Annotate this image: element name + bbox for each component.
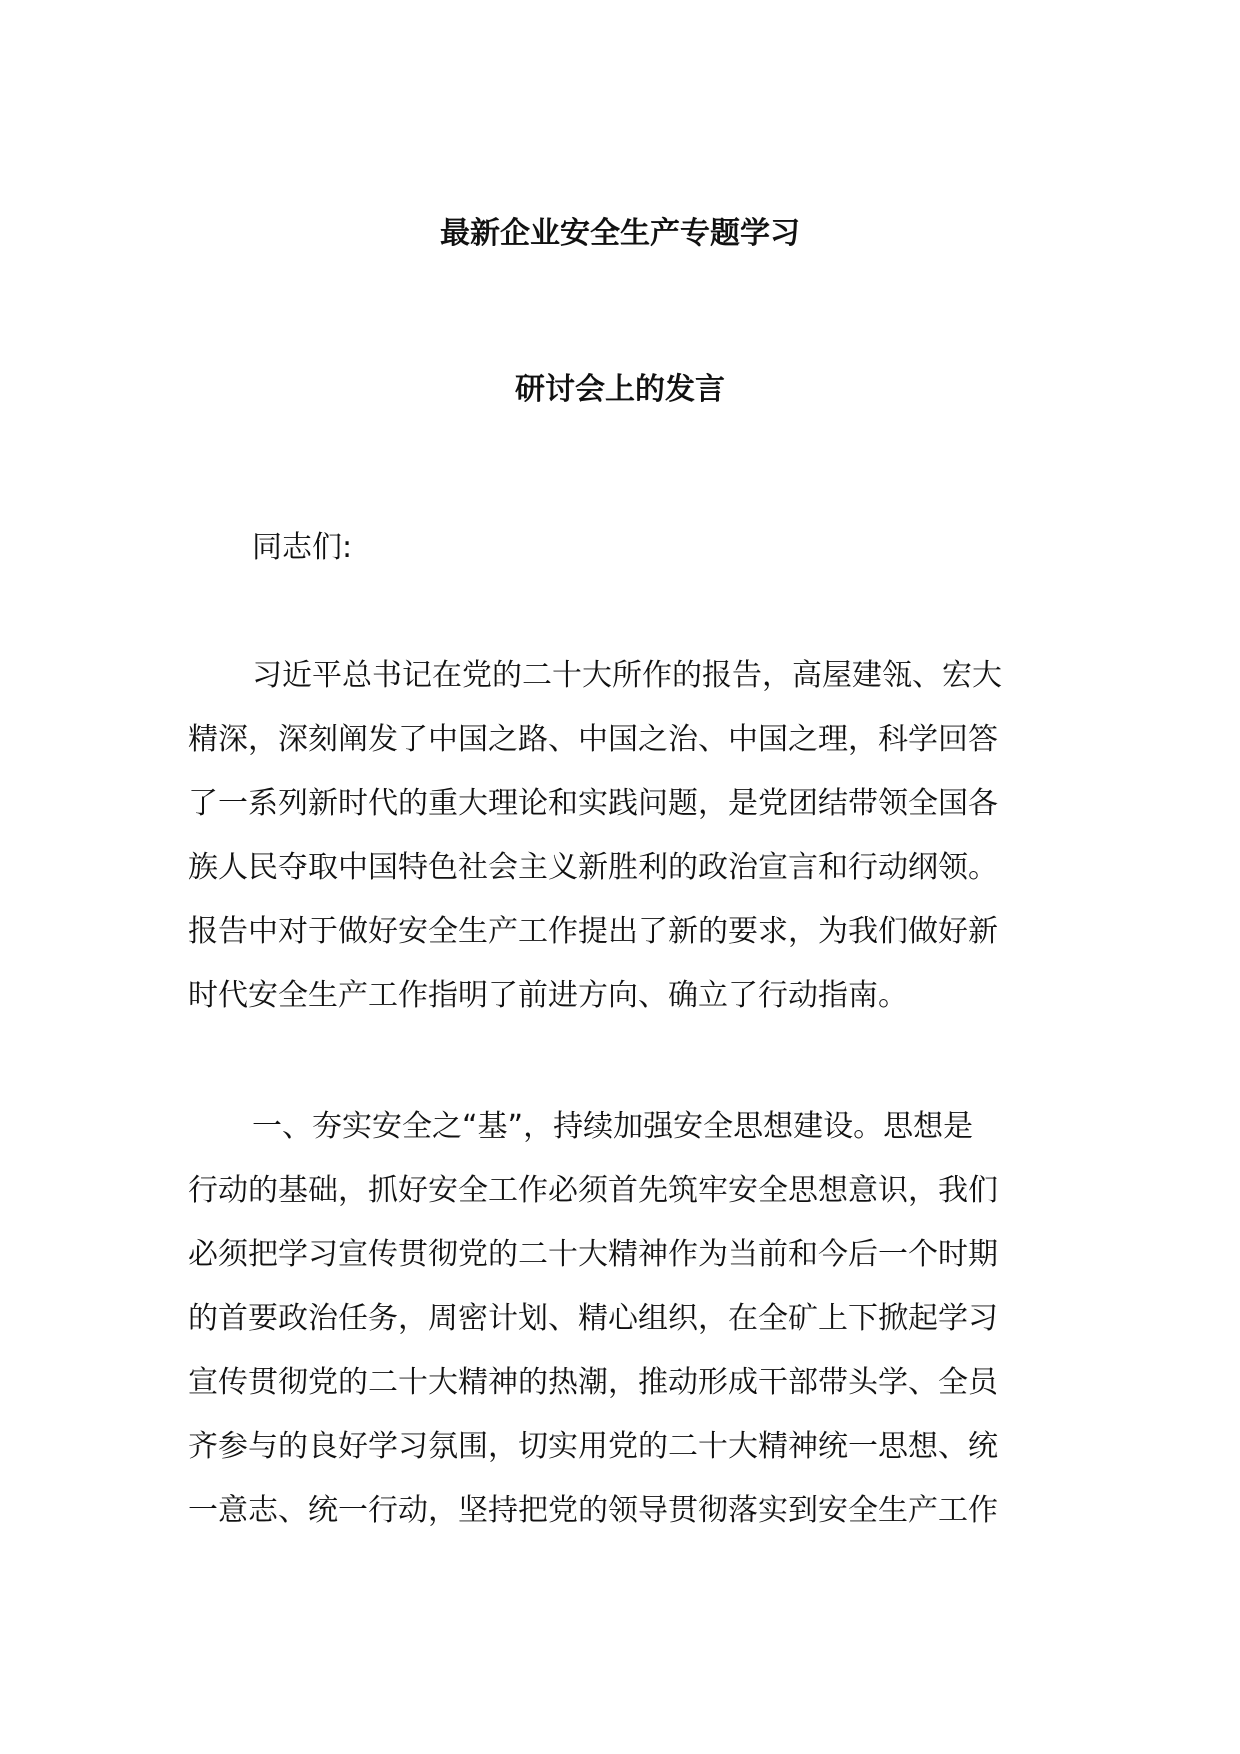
paragraph-line: 的首要政治任务，周密计划、精心组织，在全矿上下掀起学习: [188, 1301, 998, 1336]
paragraph-line: 精深，深刻阐发了中国之路、中国之治、中国之理，科学回答: [188, 722, 998, 757]
paragraph-line: 行动的基础，抓好安全工作必须首先筑牢安全思想意识，我们: [188, 1173, 998, 1208]
paragraph-2: [188, 1095, 1048, 1543]
paragraph-line: 族人民夺取中国特色社会主义新胜利的政治宣言和行动纲领。: [188, 850, 998, 885]
paragraph-line: 齐参与的良好学习氛围，切实用党的二十大精神统一思想、统: [188, 1429, 998, 1464]
document-title-line-2: 研讨会上的发言: [515, 372, 725, 407]
paragraph-line: 习近平总书记在党的二十大所作的报告，高屋建瓴、宏大: [252, 658, 1002, 693]
paragraph-line: 宣传贯彻党的二十大精神的热潮，推动形成干部带头学、全员: [188, 1365, 998, 1400]
paragraph-line: 一意志、统一行动，坚持把党的领导贯彻落实到安全生产工作: [188, 1493, 998, 1528]
paragraph-line: 了一系列新时代的重大理论和实践问题，是党团结带领全国各: [188, 786, 998, 821]
paragraph-line: 报告中对于做好安全生产工作提出了新的要求，为我们做好新: [188, 914, 998, 949]
document-title-line-1: 最新企业安全生产专题学习: [440, 216, 800, 251]
paragraph-line: 必须把学习宣传贯彻党的二十大精神作为当前和今后一个时期: [188, 1237, 998, 1272]
paragraph-line: 一、夯实安全之“基”，持续加强安全思想建设。思想是: [252, 1109, 974, 1144]
paragraph-line: 时代安全生产工作指明了前进方向、确立了行动指南。: [188, 978, 908, 1013]
paragraph-1: [188, 644, 1048, 1028]
greeting: 同志们:: [252, 530, 353, 565]
